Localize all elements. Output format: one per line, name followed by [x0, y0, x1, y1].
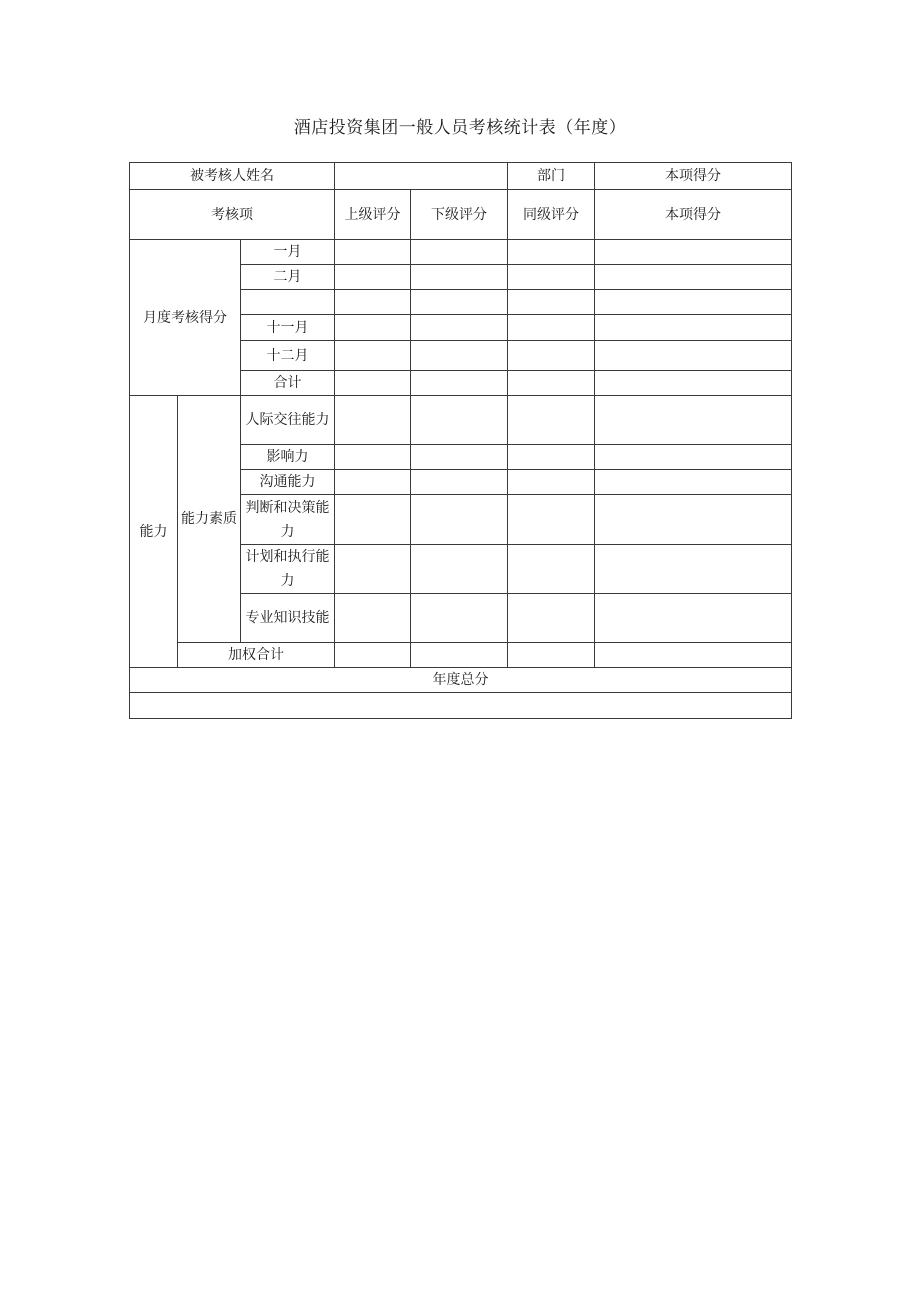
score-cell[interactable] [411, 594, 508, 643]
ability-item-cell: 计划和执行能力 [241, 545, 335, 594]
score-cell[interactable] [508, 396, 595, 445]
score-cell[interactable] [335, 545, 411, 594]
table-row [130, 240, 792, 265]
score-cell[interactable] [508, 315, 595, 341]
score-cell[interactable] [411, 470, 508, 495]
score-cell[interactable] [411, 495, 508, 545]
annual-total-value-cell[interactable] [130, 693, 792, 719]
score-cell[interactable] [595, 470, 792, 495]
table-row [130, 643, 792, 668]
score-cell[interactable] [335, 265, 411, 290]
month-cell: 十一月 [241, 315, 335, 341]
column-header-row [130, 190, 792, 240]
ability-item-cell: 判断和决策能力 [241, 495, 335, 545]
score-cell[interactable] [508, 290, 595, 315]
page-title: 酒店投资集团一般人员考核统计表（年度） [293, 118, 627, 138]
score-cell[interactable] [411, 341, 508, 371]
score-cell[interactable] [411, 315, 508, 341]
subordinate-score-header: 下级评分 [411, 190, 508, 240]
score-cell[interactable] [411, 371, 508, 396]
score-cell[interactable] [335, 643, 411, 668]
quality-label: 能力素质 [178, 396, 241, 643]
dept-value-cell: 本项得分 [595, 163, 792, 190]
score-cell[interactable] [411, 445, 508, 470]
score-cell[interactable] [508, 594, 595, 643]
ability-item-cell: 专业知识技能 [241, 594, 335, 643]
score-cell[interactable] [508, 545, 595, 594]
score-cell[interactable] [335, 315, 411, 341]
peer-score-header: 同级评分 [508, 190, 595, 240]
score-cell[interactable] [595, 240, 792, 265]
month-cell: 十二月 [241, 341, 335, 371]
score-cell[interactable] [411, 643, 508, 668]
score-cell[interactable] [595, 545, 792, 594]
name-value-cell[interactable] [335, 163, 508, 190]
score-cell[interactable] [335, 594, 411, 643]
annual-total-row [130, 668, 792, 693]
annual-total-value-row [130, 693, 792, 719]
score-cell[interactable] [335, 341, 411, 371]
score-cell[interactable] [335, 290, 411, 315]
score-cell[interactable] [595, 290, 792, 315]
monthly-label: 月度考核得分 [130, 240, 241, 396]
month-cell [241, 290, 335, 315]
score-cell[interactable] [411, 240, 508, 265]
score-cell[interactable] [411, 290, 508, 315]
month-cell: 一月 [241, 240, 335, 265]
score-cell[interactable] [411, 545, 508, 594]
score-cell[interactable] [508, 445, 595, 470]
item-label: 考核项 [130, 190, 335, 240]
ability-label: 能力 [130, 396, 178, 668]
superior-score-header: 上级评分 [335, 190, 411, 240]
score-cell[interactable] [508, 470, 595, 495]
score-cell[interactable] [335, 240, 411, 265]
dept-label: 部门 [508, 163, 595, 190]
score-cell[interactable] [335, 371, 411, 396]
score-cell[interactable] [595, 371, 792, 396]
score-cell[interactable] [508, 495, 595, 545]
score-cell[interactable] [411, 265, 508, 290]
score-cell[interactable] [595, 265, 792, 290]
score-cell[interactable] [508, 341, 595, 371]
item-score-header: 本项得分 [595, 190, 792, 240]
weighted-total-label: 加权合计 [178, 643, 335, 668]
ability-item-cell: 沟通能力 [241, 470, 335, 495]
score-cell[interactable] [595, 396, 792, 445]
score-cell[interactable] [335, 396, 411, 445]
score-cell[interactable] [508, 265, 595, 290]
name-label: 被考核人姓名 [130, 163, 335, 190]
score-cell[interactable] [595, 445, 792, 470]
month-cell: 二月 [241, 265, 335, 290]
score-cell[interactable] [595, 594, 792, 643]
score-cell[interactable] [411, 396, 508, 445]
assessment-table [129, 162, 792, 719]
score-cell[interactable] [335, 445, 411, 470]
score-cell[interactable] [595, 315, 792, 341]
score-cell[interactable] [595, 341, 792, 371]
score-cell[interactable] [335, 495, 411, 545]
score-cell[interactable] [508, 643, 595, 668]
score-cell[interactable] [508, 371, 595, 396]
score-cell[interactable] [595, 643, 792, 668]
ability-item-cell: 影响力 [241, 445, 335, 470]
score-cell[interactable] [595, 495, 792, 545]
score-cell[interactable] [508, 240, 595, 265]
month-cell: 合计 [241, 371, 335, 396]
table-row [130, 396, 792, 445]
header-row [130, 163, 792, 190]
annual-total-label: 年度总分 [130, 668, 792, 693]
ability-item-cell: 人际交往能力 [241, 396, 335, 445]
score-cell[interactable] [335, 470, 411, 495]
